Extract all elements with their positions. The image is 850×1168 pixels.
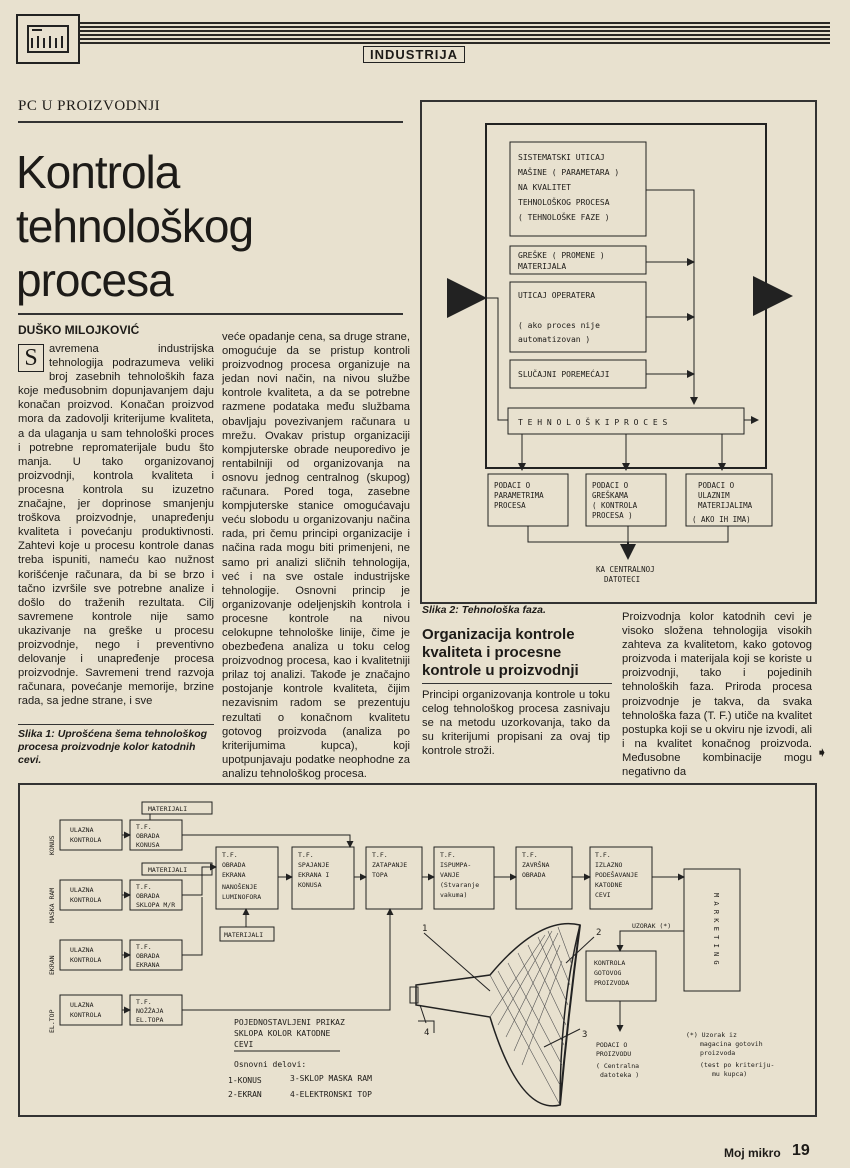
diagram-label: T.F. <box>222 851 238 859</box>
diagram-note: mu kupca) <box>712 1070 748 1078</box>
diagram-label: T.F. <box>372 851 388 859</box>
series-label: PC U PROIZVODNJI <box>18 98 161 114</box>
diagram-label: KONTROLA <box>70 836 102 844</box>
diagram-label: GREŠKAMA <box>592 491 629 500</box>
divider <box>18 313 403 315</box>
subheading: Organizacija kontrole kvaliteta i procesne kontrole u proizvodnji <box>422 626 579 679</box>
diagram-label: ( ako proces nije <box>518 321 600 330</box>
box-material-errors <box>510 246 646 274</box>
part-number: 2 <box>596 928 602 938</box>
diagram-label: PODACI O <box>596 1041 628 1049</box>
diagram-label: EL.TOPA <box>136 1016 164 1024</box>
diagram-label: KONTROLA <box>70 1011 102 1019</box>
diagram-label: OBRADA <box>222 861 246 869</box>
page-number: 19 <box>792 1142 810 1159</box>
diagram-label: KONUSA <box>298 881 322 889</box>
diagram-label: ( TEHNOLOŠKE FAZE ) <box>518 213 610 222</box>
diagram-label: KONUSA <box>136 841 160 849</box>
diagram-label: NANOŠENJE <box>222 883 258 891</box>
output-process-parameters <box>488 474 568 526</box>
diagram-label: SPAJANJE <box>298 861 330 869</box>
diagram-label: PODACI O <box>698 481 735 490</box>
diagram-label: NOŽŽAJA <box>136 1007 164 1015</box>
title-line: procesa <box>16 254 173 306</box>
row-label: EKRAN <box>48 955 56 975</box>
diagram-label: T.F. <box>522 851 538 859</box>
diagram-label: UTICAJ OPERATERA <box>518 291 596 300</box>
diagram-label: T.F. <box>136 883 152 891</box>
figure-1-diagram <box>18 783 817 1117</box>
diagram-label: OBRADA <box>522 871 546 879</box>
diagram-note: proizvoda <box>700 1049 736 1057</box>
diagram-label: T.F. <box>298 851 314 859</box>
diagram-label: KATODNE <box>595 881 623 889</box>
figure-2-diagram <box>420 100 817 604</box>
title-line: tehnološkog <box>16 200 254 252</box>
diagram-label: (Stvaranje <box>440 881 480 889</box>
figure-1-caption: Slika 1: Uprošćena šema tehnološkog procesa proizvodnje kolor katodnih cevi. <box>18 728 208 766</box>
diagram-label: TOPA <box>372 871 388 879</box>
box-random-disturbances <box>510 360 646 388</box>
part-number: 3 <box>582 1030 588 1040</box>
diagram-label: T E H N O L O Š K I P R O C E S <box>518 418 668 427</box>
diagram-label: LUMINOFORA <box>222 893 262 901</box>
diagram-label: OBRADA <box>136 892 160 900</box>
diagram-label: ULAZNA <box>70 826 94 834</box>
body-column-4: Proizvodnja kolor katodnih cevi je visoko složena tehnologija visokih zahteva za kvalitetom, kako gotovog proizvoda i materijala koji se koriste u proizvodnji, tako i pojedinih tehnoloških faza. Priroda procesa proizvodnje je takva, da svaka tehnološka faza (T. F.) utiče na kvalitet postupka koji se u okviru nje izvodi, ali i na kvalitet konačnog proizvoda. Međusobne kombinacije mogu negativno da <box>622 611 812 779</box>
legend-item: 2-EKRAN <box>228 1090 262 1099</box>
diagram-label: EKRANA I <box>298 871 330 879</box>
legend-item: 3-SKLOP MASKA RAM <box>290 1074 372 1083</box>
output-material-data <box>686 474 772 526</box>
diagram-label: KONTROLA <box>594 959 626 967</box>
diagram-label: PROIZVODA <box>594 979 630 987</box>
magazine-logo <box>16 14 80 64</box>
diagram-label: CEVI <box>595 891 611 899</box>
continue-arrow-icon: ➧ <box>816 744 828 760</box>
title-line: Kontrola <box>16 146 180 198</box>
diagram-label: PARAMETRIMA <box>494 491 544 500</box>
diagram-label: ZATAPANJE <box>372 861 408 869</box>
diagram-label: UZORAK (*) <box>632 922 672 930</box>
diagram-label: OBRADA <box>136 952 160 960</box>
legend-item: 4-ELEKTRONSKI TOP <box>290 1090 372 1099</box>
diagram-note: (*) Uzorak iz <box>686 1031 737 1039</box>
diagram-label: datoteka ) <box>600 1071 640 1079</box>
divider <box>422 683 612 684</box>
header-bars <box>80 22 830 44</box>
diagram-label: ULAZNA <box>70 886 94 894</box>
body-column-1 <box>18 342 214 708</box>
diagram-label: KONTROLA <box>70 896 102 904</box>
box-operator-influence <box>510 282 646 352</box>
diagram-label: ISPUMPA- <box>440 861 472 869</box>
diagram-label: ( AKO IH IMA) <box>692 515 751 524</box>
diagram-label: ULAZNA <box>70 1001 94 1009</box>
diagram-label: PODACI O <box>494 481 531 490</box>
diagram-label: EKRANA <box>222 871 246 879</box>
technological-process-bar <box>508 408 744 434</box>
diagram-label: PROIZVODU <box>596 1050 632 1058</box>
legend-title: CEVI <box>234 1040 254 1049</box>
diagram-label: MATERIJALI <box>148 805 188 813</box>
legend-title: POJEDNOSTAVLJENI PRIKAZ <box>234 1018 345 1027</box>
drop-cap: S <box>18 344 44 372</box>
diagram-label: MATERIJALIMA <box>698 501 753 510</box>
figure-2-caption: Slika 2: Tehnološka faza. <box>422 604 546 616</box>
diagram-label: MATERIJALA <box>518 262 567 271</box>
divider <box>18 121 403 123</box>
legend-item: 1-KONUS <box>228 1076 262 1085</box>
row-label: EL.TOP <box>48 1009 56 1033</box>
diagram-label: GOTOVOG <box>594 969 622 977</box>
diagram-label: DATOTECI <box>604 575 641 584</box>
diagram-label: TEHNOLOŠKOG PROCESA <box>518 198 610 207</box>
diagram-label: MATERIJALI <box>224 931 264 939</box>
diagram-label: GREŠKE ( PROMENE ) <box>518 251 605 260</box>
section-label: INDUSTRIJA <box>363 46 465 63</box>
diagram-label: IZLAZNO <box>595 861 623 869</box>
diagram-label: EKRANA <box>136 961 160 969</box>
diagram-label: MATERIJALI <box>148 866 188 874</box>
author: DUŠKO MILOJKOVIĆ <box>18 323 140 337</box>
divider <box>18 724 214 725</box>
diagram-label: ( KONTROLA <box>592 501 638 510</box>
diagram-label: NA KVALITET <box>518 183 571 192</box>
part-number: 4 <box>424 1028 430 1038</box>
box-systematic-influence <box>510 142 646 236</box>
diagram-label: M A R K E T I N G <box>712 893 720 965</box>
diagram-label: SLUČAJNI POREMEĆAJI <box>518 370 610 379</box>
diagram-label: PODEŠAVANJE <box>595 871 639 879</box>
factory-icon <box>18 16 78 62</box>
diagram-label: VANJE <box>440 871 460 879</box>
diagram-label: SISTEMATSKI UTICAJ <box>518 153 605 162</box>
diagram-label: T.F. <box>136 943 152 951</box>
diagram-label: T.F. <box>136 998 152 1006</box>
diagram-label: PROCESA <box>494 501 526 510</box>
body-text: avremena industrijska tehnologija podrazumeva veliki broj zasebnih tehnoloških faza koje međusobnim dopunjavanjem daju konačan proizvod. Konačan proizvod mora da zadovolji kriterijume kvaliteta, a da ulaganja u sam tehnološki proces i potrebne repromaterijale budu što manja. U tako organizovanoj proizvodnji, kontrola kvaliteta i procesna kontrola su izuzetno značajne, jer doprinose smanjenju troškova proizvodnje, unapređenju kvaliteta i povećanju produktivnosti. Zahtevi koje u procesu kontrole danas treba ispuniti, nameću kao nužnost korišćenje računara, da bi se brzo i tačno izvršile sve potrebne analize i došlo do traženih rezultata. Cilj savremene kontrole nije samo ukazivanje na greške u procesu proizvodnje, nego i preventivno delovanje i unapređenje procesa proizvodnje. Savremeni trend razvoja računara, povećanje memorije, brzine rada, sa jedne strane, i sve <box>18 343 214 708</box>
diagram-label: KA CENTRALNOJ <box>596 565 655 574</box>
process-phase-diagram <box>422 102 815 602</box>
diagram-label: ULAZNIM <box>698 491 730 500</box>
diagram-label: T.F. <box>136 823 152 831</box>
diagram-label: ( Centralna <box>596 1062 640 1070</box>
output-error-data <box>586 474 666 526</box>
diagram-note: (test po kriteriju- <box>700 1061 775 1069</box>
legend-subtitle: Osnovni delovi: <box>234 1060 307 1069</box>
diagram-label: ULAZNA <box>70 946 94 954</box>
body-column-3: Principi organizovanja kontrole u toku celog tehnološkog procesa zasnivaju se na metodu uzorkovanja, tako da su kriterijumi propisani za ovaj tip kontrole stroži. <box>422 689 610 758</box>
diagram-label: PROCESA ) <box>592 511 633 520</box>
diagram-label: T.F. <box>440 851 456 859</box>
footer-brand: Moj mikro <box>724 1146 781 1160</box>
row-label: KONUS <box>48 835 56 855</box>
body-column-2: veće opadanje cena, sa druge strane, omogućuje da se pristup kontroli proizvodnog procesa organizuje na jedan novi način, na nivou službe kontrole kvaliteta, a da se potrebne razmene podataka među službama obavljaju povezivanjem računara u mrežu. Ovakav pristup organizaciji kompjuterske obrade neuporedivo je rentabilniji od organizovanja na osnovu jednog centralnog (skupog) računara. Pored toga, zasebne kompjuterske stanice omogućavaju veću slobodu u organizovanju načina rada, pri čemu principi organizacije i načina rada mogu biti primenjeni, ne samo pri analizi sličnih tehnologija, već i na sve ostale industrijske tehnologije. Osnovni princip je organizovanje odeljenjskih kontrola i procesne kontrole na nivou celokupne tehnološke linije, čime je obezbeđena analiza u toku celog proizvodnog procesa, kao i kvalitetniji prilaz toj analizi. Takođe je značajno postojanje kontrole kvaliteta, čijim nezavisnim radom se prezentuju rezultati o konačnom kvalitetu gotovog proizvoda (analiza po kriterijumima kupca), koji upotpunjavaju podatke neophodne za analizu tehnološkog procesa. <box>222 331 410 780</box>
diagram-label: automatizovan ) <box>518 335 591 344</box>
crt-production-flow <box>20 785 815 1115</box>
diagram-label: T.F. <box>595 851 611 859</box>
diagram-label: PODACI O <box>592 481 629 490</box>
part-number: 1 <box>422 924 428 934</box>
diagram-label: SKLOPA M/R <box>136 901 176 909</box>
diagram-label: MAŠINE ( PARAMETARA ) <box>518 168 620 177</box>
diagram-label: KONTROLA <box>70 956 102 964</box>
article-title <box>16 145 406 307</box>
crt-tube-drawing <box>410 924 601 1106</box>
diagram-label: OBRADA <box>136 832 160 840</box>
diagram-note: magacina gotovih <box>700 1040 763 1048</box>
diagram-label: ZAVRŠNA <box>522 861 550 869</box>
row-label: MASKA RAM <box>48 887 56 923</box>
diagram-label: vakuma) <box>440 891 468 899</box>
legend-title: SKLOPA KOLOR KATODNE <box>234 1029 331 1038</box>
